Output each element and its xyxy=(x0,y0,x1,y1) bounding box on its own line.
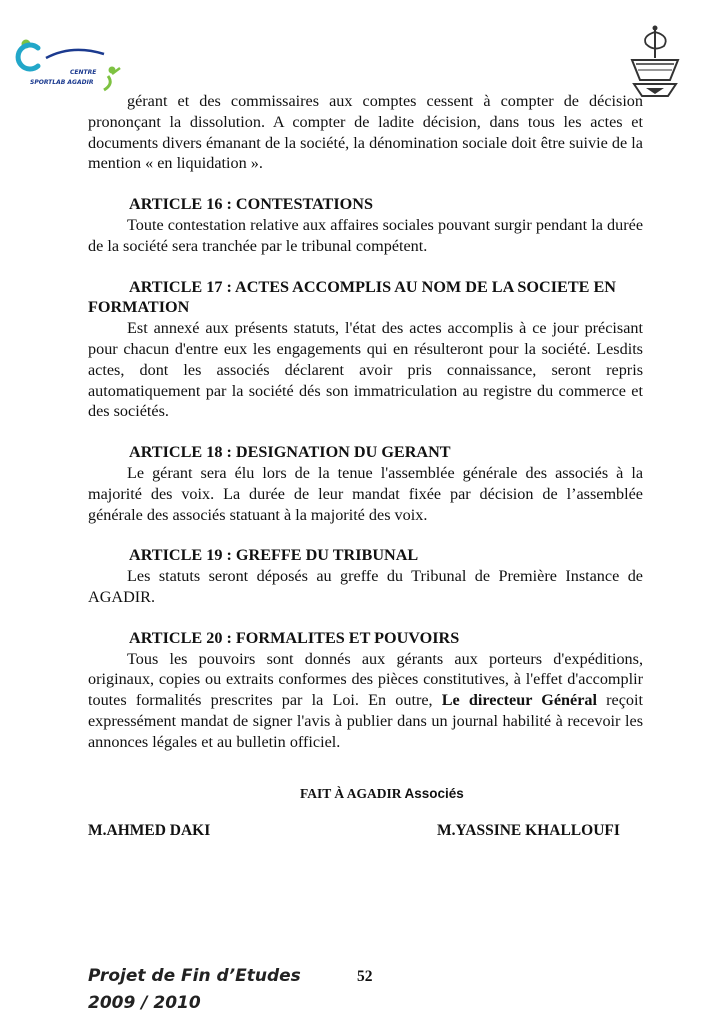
intro-paragraph: gérant et des commissaires aux comptes cessent à compter de décision prononçant la dissolution. A compter de ladite décision, dans tous les actes et documents divers émanant de la société, la dénomination sociale doit être suivie de la mention « en liquidation ». xyxy=(88,92,643,173)
article-body xyxy=(88,649,643,753)
fait-a-agadir: FAIT À AGADIR xyxy=(300,786,402,801)
article-18 xyxy=(88,442,643,525)
article-body: Est annexé aux présents statuts, l'état des actes accomplis à ce jour précisant pour chacun d'entre eux les engagements qui en résulteront pour la société. Lesdits actes, dont les associés déclarent avoir pris connaissance, seront repris automatiquement par la société dés son immatriculation au registre du commerce et des sociétés. xyxy=(88,319,643,421)
associes-label: Associés xyxy=(404,786,464,801)
document-body xyxy=(88,91,643,753)
article-heading: ARTICLE 20 : FORMALITES ET POUVOIRS xyxy=(129,628,460,647)
article-17 xyxy=(88,277,643,423)
article-20 xyxy=(88,628,643,753)
page-number: 52 xyxy=(357,968,373,985)
article-heading: ARTICLE 17 : ACTES ACCOMPLIS AU NOM DE LA SOCIETE EN FORMATION xyxy=(88,277,616,317)
article-body-bold: Le directeur Général xyxy=(441,691,597,710)
article-heading: ARTICLE 16 : CONTESTATIONS xyxy=(129,195,373,214)
logo-text-sportlab: SPORTLAB AGADIR xyxy=(30,79,94,86)
article-body: Le gérant sera élu lors de la tenue l'assemblée générale des associés à la majorité des voix. La durée de leur mandat fixée par décision de l’assemblée générale des associés statuant à la majorité des voix. xyxy=(88,463,643,524)
signatory-right: M.YASSINE KHALLOUFI xyxy=(437,822,620,839)
signature-place xyxy=(300,786,464,802)
logo-text-centre: CENTRE xyxy=(70,69,97,76)
article-body: Toute contestation relative aux affaires sociales pouvant surgir pendant la durée de la société sera tranchée par le tribunal compétent. xyxy=(88,215,643,255)
footer-years: 2009 / 2010 xyxy=(88,993,201,1013)
article-19 xyxy=(88,545,643,607)
article-heading: ARTICLE 19 : GREFFE DU TRIBUNAL xyxy=(129,546,419,565)
article-body-part: Tous les pouvoirs sont donnés aux gérants aux porteurs d'expéditions, originaux, copies ou extraits conformes des pièces constitutives, à l'effet d'accomplir toutes formalités prescrites par la Loi. En outre, xyxy=(88,649,643,710)
article-heading: ARTICLE 18 : DESIGNATION DU GERANT xyxy=(129,443,451,462)
sportlab-logo xyxy=(12,28,130,98)
article-body-part: reçoit expressément mandat de signer l'avis à publier dans un journal habilité à recevoir les annonces légales et au bulletin officiel. xyxy=(88,691,644,751)
article-16 xyxy=(88,194,643,256)
signatory-left: M.AHMED DAKI xyxy=(88,822,211,839)
article-body: Les statuts seront déposés au greffe du Tribunal de Première Instance de AGADIR. xyxy=(88,567,643,606)
footer-title: Projet de Fin d’Etudes xyxy=(88,966,301,986)
